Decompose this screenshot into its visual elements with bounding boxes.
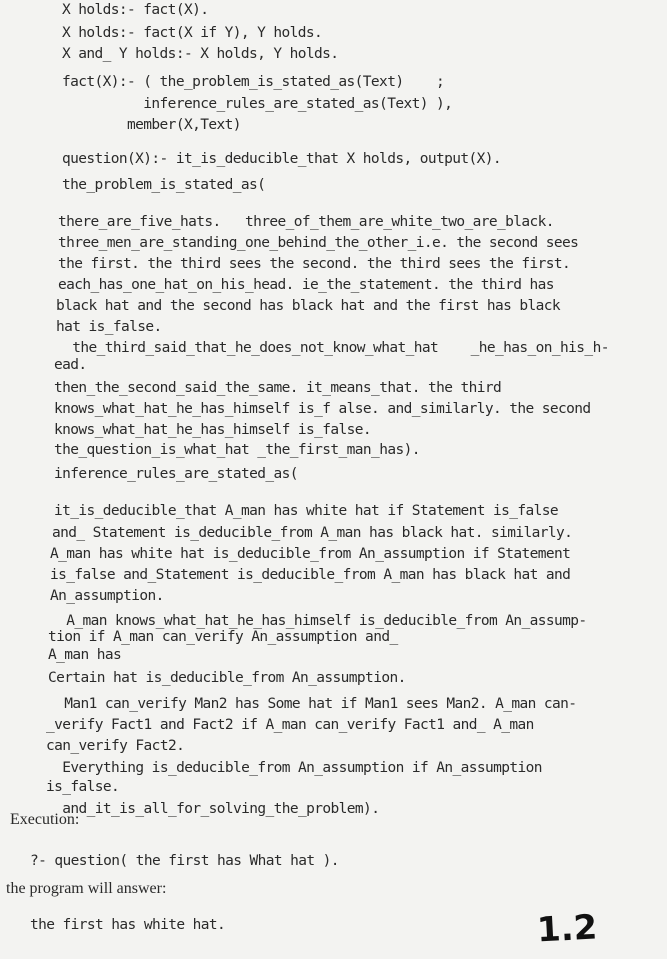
problem-line: ead. [54,357,87,373]
rules-line: is_false. [46,779,120,795]
execution-label: Execution: [10,811,80,828]
rules-line: _verify Fact1 and Fact2 if A_man can_verify Fact1 and_ A_man [46,717,534,733]
rules-line: and_ Statement is_deducible_from A_man has black hat. similarly. [52,525,573,541]
query-line: ?- question( the first has What hat ). [30,853,339,869]
code-line: member(X,Text) [62,117,241,133]
rules-line: Everything is_deducible_from An_assumption if An_assumption [46,760,542,776]
answer-label: the program will answer: [6,880,167,897]
rules-line: it_is_deducible_that A_man has white hat if Statement is_false [54,503,559,519]
problem-line: black hat and the second has black hat and the first has black [56,298,561,314]
rules-line: A_man knows_what_hat_he_has_himself is_deducible_from An_assump- [50,613,587,629]
problem-line: there_are_five_hats. three_of_them_are_white_two_are_black. [58,214,554,230]
rules-line: Man1 can_verify Man2 has Some hat if Man1 sees Man2. A_man can- [48,696,577,712]
rules-line: A_man has white hat is_deducible_from An_assumption if Statement [50,546,571,562]
rules-line: can_verify Fact2. [46,738,185,754]
rules-line: An_assumption. [50,588,164,604]
question-rule: question(X):- it_is_deducible_that X holds, output(X). [62,151,502,167]
code-line: fact(X):- ( the_problem_is_stated_as(Text) ; [62,74,445,90]
code-line: X holds:- fact(X). [62,2,209,18]
rules-line: A_man has [48,647,122,663]
problem-line: then_the_second_said_the_same. it_means_that. the third [54,380,502,396]
problem-line: the_question_is_what_hat _the_first_man_has). [54,442,420,458]
rules-line: tion if A_man can_verify An_assumption and_ [48,629,398,645]
problem-header: the_problem_is_stated_as( [62,177,266,193]
problem-line: each_has_one_hat_on_his_head. ie_the_statement. the third has [58,277,554,293]
rules-header: inference_rules_are_stated_as( [54,466,298,482]
code-line: X holds:- fact(X if Y), Y holds. [62,25,323,41]
rules-line: and_it_is_all_for_solving_the_problem). [46,801,380,817]
code-line: X and_ Y holds:- X holds, Y holds. [62,46,339,62]
code-line: inference_rules_are_stated_as(Text) ), [62,96,453,112]
rules-line: is_false and_Statement is_deducible_from A_man has black hat and [50,567,571,583]
answer-line: the first has white hat. [30,917,226,933]
problem-line: three_men_are_standing_one_behind_the_other_i.e. the second sees [58,235,579,251]
problem-line: the first. the third sees the second. the third sees the first. [58,256,571,272]
page-mark: 1.2 [535,907,599,951]
problem-line: knows_what_hat_he_has_himself is_f alse. and_similarly. the second [54,401,591,417]
problem-line: knows_what_hat_he_has_himself is_false. [54,422,372,438]
problem-line: the_third_said_that_he_does_not_know_what_hat _he_has_on_his_h- [56,340,609,356]
rules-line: Certain hat is_deducible_from An_assumption. [48,670,406,686]
problem-line: hat is_false. [56,319,162,335]
